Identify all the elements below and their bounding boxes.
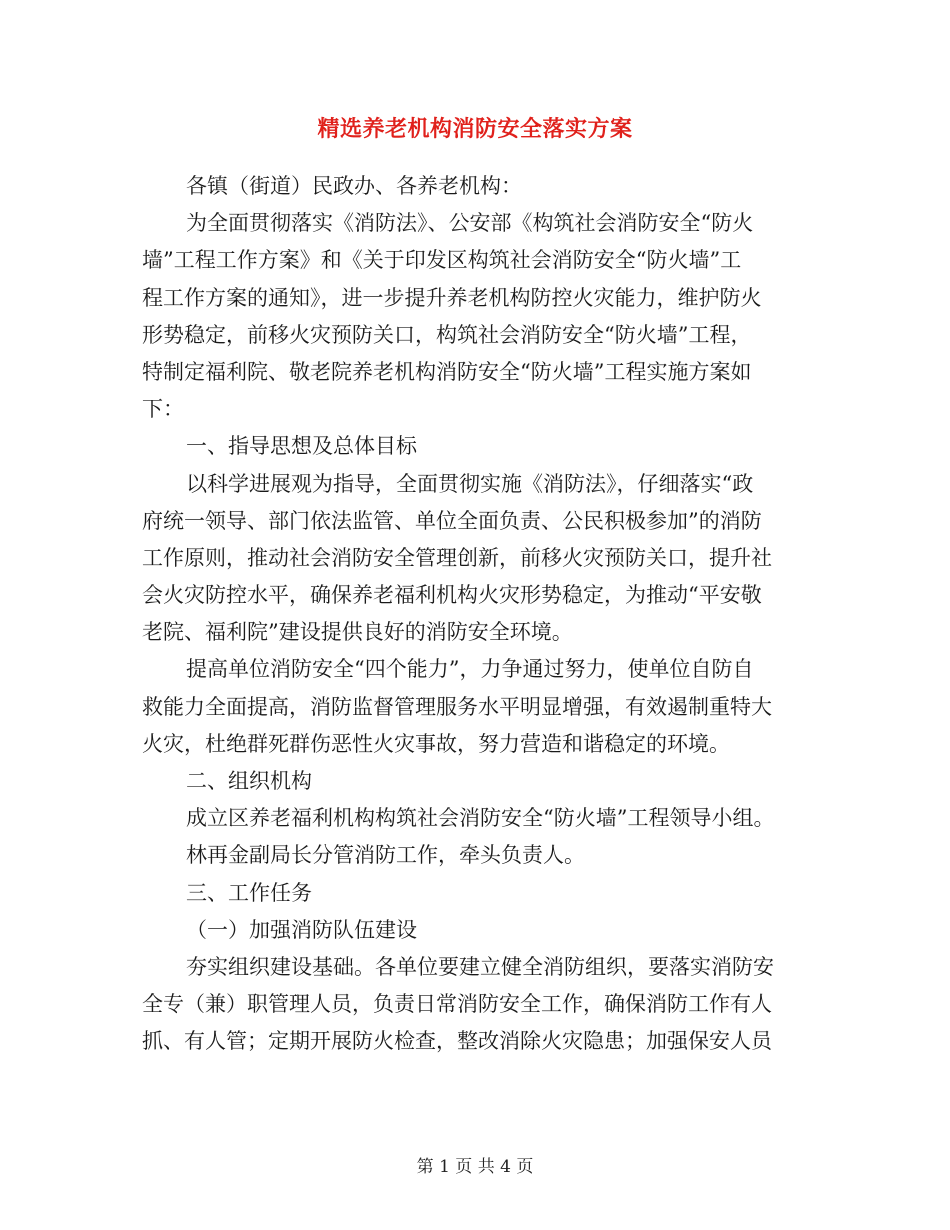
section-heading: 一、指导思想及总体目标 <box>186 434 417 459</box>
text-line: 提高单位消防安全“四个能力”，力争通过努力，使单位自防自 <box>186 657 754 682</box>
page-number-footer: 第 1 页 共 4 页 <box>416 1157 534 1177</box>
text-line: 各镇（街道）民政办、各养老机构： <box>186 174 522 198</box>
text-line: 工作原则，推动社会消防安全管理创新，前移火灾预防关口，提升社 <box>142 545 772 570</box>
text-line: 程工作方案的通知》，进一步提升养老机构防控火灾能力，维护防火 <box>142 285 762 310</box>
text-line: 形势稳定，前移火灾预防关口，构筑社会消防安全“防火墙”工程， <box>142 322 752 347</box>
text-line: 夯实组织建设基础。各单位要建立健全消防组织，要落实消防安 <box>186 954 774 979</box>
text-line: 救能力全面提高，消防监督管理服务水平明显增强，有效遏制重特大 <box>142 694 772 719</box>
section-heading: 二、组织机构 <box>186 769 312 793</box>
text-line: 为全面贯彻落实《消防法》、公安部《构筑社会消防安全“防火 <box>186 211 754 236</box>
text-line: 火灾，杜绝群死群伤恶性火灾事故，努力营造和谐稳定的环境。 <box>142 731 730 756</box>
text-line: 全专（兼）职管理人员，负责日常消防安全工作，确保消防工作有人 <box>142 992 772 1017</box>
subsection-heading: （一）加强消防队伍建设 <box>186 917 417 942</box>
text-line: 特制定福利院、敬老院养老机构消防安全“防火墙”工程实施方案如 <box>142 359 752 384</box>
text-line: 老院、福利院”建设提供良好的消防安全环境。 <box>142 620 573 645</box>
text-line: 以科学进展观为指导，全面贯彻实施《消防法》，仔细落实“政 <box>186 471 754 496</box>
text-line: 成立区养老福利机构构筑社会消防安全“防火墙”工程领导小组。 <box>186 806 775 831</box>
document-body <box>142 168 807 1061</box>
text-line: 墙”工程工作方案》和《关于印发区构筑社会消防安全“防火墙”工 <box>142 248 742 273</box>
document-title: 精选养老机构消防安全落实方案 <box>317 116 633 142</box>
text-line: 抓、有人管；定期开展防火检查，整改消除火灾隐患；加强保安人员 <box>142 1029 772 1054</box>
text-line: 会火灾防控水平，确保养老福利机构火灾形势稳定，为推动“平安敬 <box>142 583 762 608</box>
text-line: 府统一领导、部门依法监管、单位全面负责、公民积极参加”的消防 <box>142 508 762 533</box>
text-line: 下： <box>142 397 184 422</box>
text-line: 林再金副局长分管消防工作，牵头负责人。 <box>186 843 585 868</box>
section-heading: 三、工作任务 <box>186 880 312 905</box>
